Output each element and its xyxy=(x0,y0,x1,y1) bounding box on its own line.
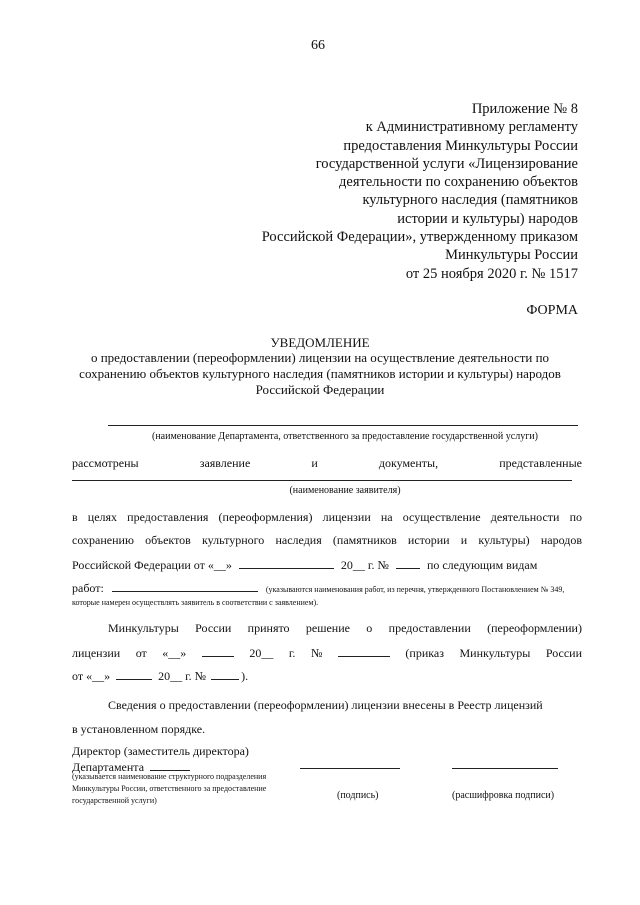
title-line: о предоставлении (переоформлении) лицензии на осуществление деятельности по xyxy=(90,350,550,365)
director-title: Директор (заместитель директора) xyxy=(72,744,249,758)
year-number: 20__ г. № xyxy=(340,558,389,572)
title-line: Российской Федерации xyxy=(255,382,385,397)
word: № xyxy=(310,646,323,660)
appendix-line: Минкультуры России xyxy=(445,247,578,264)
appendix-line: предоставления Минкультуры России xyxy=(343,137,578,154)
body-line-date xyxy=(72,556,537,573)
applicant-blank xyxy=(72,480,572,481)
word: и xyxy=(311,456,318,470)
word: (приказ xyxy=(405,646,444,660)
word: лицензии xyxy=(72,646,121,660)
decision-line-3 xyxy=(72,667,248,684)
word: документы, xyxy=(378,456,439,470)
works-line xyxy=(72,579,564,597)
department-caption: (наименование Департамента, ответственного за предоставление государственной услуги) xyxy=(152,431,538,442)
title-line: сохранению объектов культурного наследия (памятников истории и культуры) народов xyxy=(79,366,561,381)
word: от xyxy=(135,646,147,660)
appendix-line: культурного наследия (памятников xyxy=(362,192,578,209)
registry-line: в установленном порядке. xyxy=(72,722,206,736)
works-note-2: которые намерен осуществлять заявитель в соответствии с заявлением). xyxy=(72,598,319,607)
appendix-line: истории и культуры) народов xyxy=(397,210,578,227)
number-blank xyxy=(396,556,420,569)
word: 20__ xyxy=(249,646,274,660)
appendix-line: деятельности по сохранению объектов xyxy=(339,174,578,191)
date-prefix: Российской Федерации от «__» xyxy=(72,558,232,572)
structure-note: (указывается наименование структурного подразделения xyxy=(72,772,267,781)
decoding-caption: (расшифровка подписи) xyxy=(452,790,555,801)
word: решение xyxy=(305,621,350,635)
applicant-caption: (наименование заявителя) xyxy=(289,485,401,496)
page-number: 66 xyxy=(311,38,325,53)
word: представленные xyxy=(499,456,582,470)
word: заявление xyxy=(199,456,251,470)
word: Минкультуры xyxy=(459,646,531,660)
word: Минкультуры xyxy=(108,621,179,635)
works-blank xyxy=(112,579,258,592)
year-number: 20__ г. № xyxy=(158,669,207,683)
date-month-blank xyxy=(239,556,334,569)
decision-line-2 xyxy=(72,644,582,661)
department-blank xyxy=(150,758,190,771)
word: России xyxy=(195,621,232,635)
word: г. xyxy=(288,646,296,660)
works-note: (указываются наименования работ, из перечня, утвержденного Постановлением № 349, xyxy=(265,585,565,594)
appendix-line: от 25 ноября 2020 г. № 1517 xyxy=(405,265,578,282)
word: России xyxy=(545,646,582,660)
form-label: ФОРМА xyxy=(526,303,578,318)
department-blank xyxy=(108,425,578,426)
registry-line: Сведения о предоставлении (переоформлении) лицензии внесены в Реестр лицензий xyxy=(108,698,543,712)
works-types: по следующим видам xyxy=(426,558,538,572)
closing: ). xyxy=(241,669,249,683)
appendix-line: к Административному регламенту xyxy=(365,119,578,136)
word: о xyxy=(366,621,373,635)
word: предоставлении xyxy=(388,621,471,635)
signature-blank xyxy=(300,768,400,769)
word: рассмотрены xyxy=(72,456,139,470)
body-line: в целях предоставления (переоформления) лицензии на осуществление деятельности по xyxy=(72,510,582,524)
number-blank xyxy=(211,667,239,680)
decoding-blank xyxy=(452,768,558,769)
works-label: работ: xyxy=(72,581,104,595)
appendix-block xyxy=(262,100,578,283)
number-blank xyxy=(338,644,390,657)
department-word: Департамента xyxy=(72,760,145,774)
appendix-line: государственной услуги «Лицензирование xyxy=(315,155,578,172)
reviewed-line xyxy=(72,456,582,471)
body-line: сохранению объектов культурного наследия (памятников истории и культуры) народов xyxy=(72,533,582,547)
title-heading: УВЕДОМЛЕНИЕ xyxy=(270,335,370,350)
decision-line xyxy=(108,621,582,636)
word: «__» xyxy=(162,646,187,660)
word: (переоформлении) xyxy=(487,621,582,635)
signature-caption: (подпись) xyxy=(337,790,379,801)
word: принято xyxy=(247,621,290,635)
appendix-line: Приложение № 8 xyxy=(471,101,578,117)
month-blank xyxy=(116,667,152,680)
structure-note: государственной услуги) xyxy=(72,796,157,805)
date-prefix: от «__» xyxy=(72,669,111,683)
structure-note: Минкультуры России, ответственного за предоставление xyxy=(72,784,267,793)
month-blank xyxy=(202,644,234,657)
appendix-line: Российской Федерации», утвержденному приказом xyxy=(261,229,578,246)
